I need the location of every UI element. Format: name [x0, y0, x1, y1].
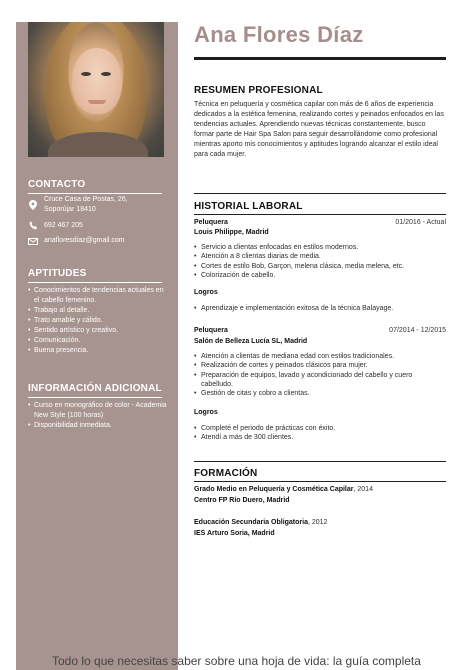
contact-divider [28, 193, 162, 194]
full-name: Ana Flores Díaz [194, 22, 364, 47]
list-item: • Atención a 8 clientas diarias de media. [194, 252, 444, 261]
job-2-role: Peluquera [194, 327, 228, 334]
job-2-achievements [194, 424, 444, 443]
page-caption: Todo lo que necesitas saber sobre una hoja de vida: la guía completa [52, 654, 421, 668]
list-item: • Colorización de cabello. [194, 271, 444, 280]
experience-top-divider [194, 193, 446, 194]
extra-info-divider [28, 397, 162, 398]
list-item: • Buena presencia. [28, 346, 168, 356]
skills-heading: APTITUDES [28, 268, 87, 279]
education-2-school: IES Arturo Soria, Madrid [194, 530, 275, 537]
extra-info-list [28, 401, 168, 431]
list-item: • Conocimientos de tendencias actuales en el cabello femenino. [28, 286, 168, 306]
list-item: • Comunicación. [28, 336, 168, 346]
summary-heading: RESUMEN PROFESIONAL [194, 85, 323, 96]
education-divider [194, 481, 446, 482]
skills-divider [28, 282, 162, 283]
list-item: • Atención a clientas de mediana edad con estilos tradicionales. [194, 352, 444, 361]
list-item: • Preparación de equipos, lavado y acondicionado del cabello y cuero cabelludo. [194, 371, 444, 390]
skills-list [28, 286, 168, 356]
contact-address-line2: Soporújar 18410 [44, 206, 96, 213]
job-1-achievements-label: Logros [194, 289, 218, 296]
list-item: • Trato amable y cálido. [28, 316, 168, 326]
contact-heading: CONTACTO [28, 179, 86, 190]
list-item: • Curso en monográfico de color - Academia New Style (100 horas) [28, 401, 168, 421]
name-underline [194, 57, 446, 60]
job-2-achievements-label: Logros [194, 409, 218, 416]
education-2-school-row [194, 529, 444, 539]
contact-phone: 692 467 205 [44, 222, 83, 229]
education-1-school-row [194, 496, 444, 506]
education-2-year: , 2012 [307, 519, 328, 526]
summary-text: Técnica en peluquería y cosmética capilar con más de 6 años de experiencia dedicados a la estética femenina, realizando cortes y peinados enfocados en las tendencias actuales. Aprendiendo nuevas técnicas constantemente, busco formar parte de Hair Spa Salon para seguir desarrollándome como profesional mientras aporto mis conocimientos y aptitudes logrando alcanzar el estilo ideal para cada mujer. [194, 101, 444, 158]
experience-divider [194, 214, 446, 215]
list-item: • Realización de cortes y peinados clásicos para mujer. [194, 361, 444, 370]
email-icon [28, 236, 38, 246]
contact-address-line1: Cruce Casa de Postas, 26, [44, 196, 128, 203]
extra-info-heading: INFORMACIÓN ADICIONAL [28, 383, 162, 394]
list-item: • Disponibilidad inmediata. [28, 421, 168, 431]
experience-heading: HISTORIAL LABORAL [194, 201, 303, 212]
education-item-1 [194, 485, 444, 495]
list-item: • Cortes de estilo Bob, Garçon, melena clásica, media melena, etc. [194, 262, 444, 271]
job-2-company: Salón de Belleza Lucía SL, Madrid [194, 338, 308, 345]
location-pin-icon [28, 200, 38, 210]
job-1-company: Louis Philippe, Madrid [194, 229, 269, 236]
job-1-dates: 01/2016 - Actual [395, 219, 446, 226]
job-1-role: Peluquera [194, 219, 228, 226]
education-1-degree: Grado Medio en Peluquería y Cosmética Capilar [194, 486, 354, 493]
education-item-2 [194, 518, 444, 528]
education-heading: FORMACIÓN [194, 468, 258, 479]
sidebar [16, 22, 178, 670]
education-1-school: Centro FP Río Duero, Madrid [194, 497, 290, 504]
job-1-tasks [194, 243, 444, 280]
education-2-degree: Educación Secundaria Obligatoria [194, 519, 308, 526]
education-top-divider [194, 461, 446, 462]
job-1-achievements [194, 304, 444, 313]
contact-email: anafloresdiaz@gmail.com [44, 237, 125, 244]
phone-icon [28, 220, 38, 230]
list-item: • Completé el periodo de prácticas con éxito. [194, 424, 444, 433]
job-2-dates: 07/2014 - 12/2015 [389, 327, 446, 334]
list-item: • Gestión de citas y cobro a clientas. [194, 389, 444, 398]
job-2-tasks [194, 352, 444, 398]
profile-photo [28, 22, 164, 157]
list-item: • Trabajo al detalle. [28, 306, 168, 316]
education-1-year: , 2014 [353, 486, 373, 493]
list-item: • Servicio a clientas enfocadas en estilos modernos. [194, 243, 444, 252]
list-item: • Atendí a más de 300 clientes. [194, 433, 444, 442]
list-item: • Aprendizaje e implementación exitosa de la técnica Balayage. [194, 304, 444, 313]
list-item: • Sentido artístico y creativo. [28, 326, 168, 336]
